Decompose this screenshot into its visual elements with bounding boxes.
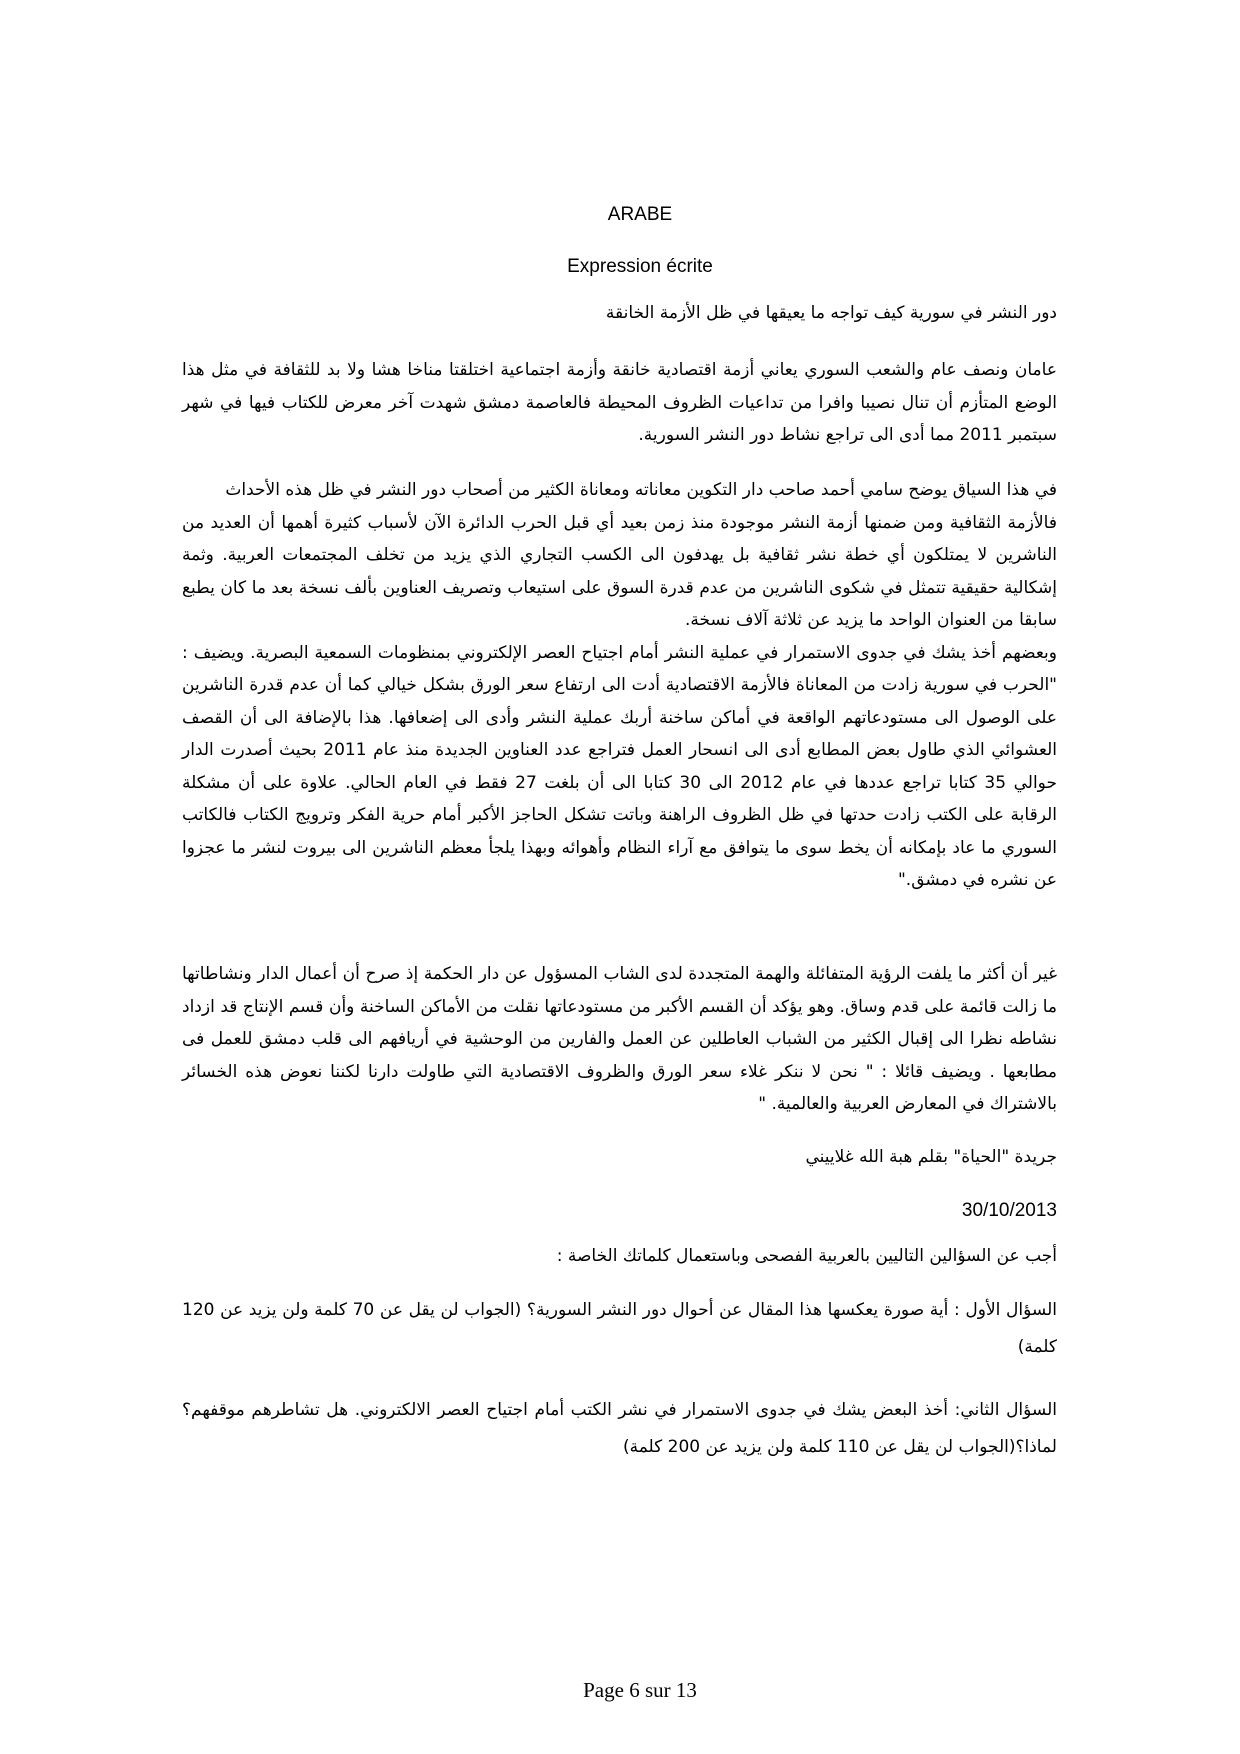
article-title: دور النشر في سورية كيف تواجه ما يعيقها في ظل الأزمة الخانقة (605, 303, 1057, 323)
questions-instruction: أجب عن السؤالين التاليين بالعربية الفصحى وباستعمال كلماتك الخاصة : (556, 1246, 1057, 1266)
article-date: 30/10/2013 (961, 1200, 1057, 1221)
page-number-label: Page 6 sur 13 (583, 1678, 697, 1702)
page-number (0, 1678, 1240, 1703)
question-2: السؤال الثاني: أخذ البعض يشك في جدوى الاستمرار في نشر الكتب أمام اجتياح العصر الالكتروني. هل تشاطرهم موقفهم؟ لماذا؟(الجواب لن يقل عن 110 كلمة ولن يزيد عن 200 كلمة) (182, 1400, 1057, 1457)
article-paragraph-3: غير أن أكثر ما يلفت الرؤية المتفائلة والهمة المتجددة لدى الشاب المسؤول عن دار الحكمة إذ صرح أن أعمال الدار ونشاطاتها ما زالت قائمة على قدم وساق. وهو يؤكد أن القسم الأكبر من مستودعاتها نقلت من الأماكن الساخنة وأن قسم الإنتاج قد ازداد نشاطه نظرا الى إقبال الكثير من الشباب العاطلين عن العمل والفارين من الوحشية في أريافهم الى قلب دمشق للعمل فى مطابعها . ويضيف قائلا : " نحن لا ننكر غلاء سعر الورق والظروف الاقتصادية التي طاولت دارنا لكننا نعوض هذه الخسائر بالاشتراك في المعارض العربية والعالمية. " (182, 964, 1057, 1114)
section-heading: Expression écrite (567, 256, 713, 277)
subject-heading: ARABE (607, 204, 673, 225)
question-1: السؤال الأول : أية صورة يعكسها هذا المقال عن أحوال دور النشر السورية؟ (الجواب لن يقل عن 70 كلمة ولن يزيد عن 120 كلمة) (182, 1300, 1057, 1357)
article-paragraph-2: في هذا السياق يوضح سامي أحمد صاحب دار التكوين معاناته ومعاناة الكثير من أصحاب دور النشر في ظل هذه الأحداث فالأزمة الثقافية ومن ضمنها أزمة النشر موجودة منذ زمن بعيد أي قبل الحرب الدائرة الآن لأسباب كثيرة أهمها أن العديد من الناشرين لا يمتلكون أي خطة نشر ثقافية بل يهدفون الى الكسب التجاري الذي يزيد من تخلف المجتمعات العربية. وثمة إشكالية حقيقية تتمثل في شكوى الناشرين من عدم قدرة السوق على استيعاب وتصريف العناوين بألف نسخة بعد ما كان يطبع سابقا من العنوان الواحد ما يزيد عن ثلاثة آلاف نسخة. وبعضهم أخذ يشك في جدوى الاستمرار في عملية النشر أمام اجتياح العصر الإلكتروني بمنظومات السمعية البصرية. ويضيف : "الحرب في سورية زادت من المعاناة فالأزمة الاقتصادية أدت الى ارتفاع سعر الورق بشكل خيالي كما أن عدم قدرة الناشرين على الوصول الى مستودعاتهم الواقعة في أماكن ساخنة أربك عملية النشر وأدى الى إضعافها. هذا بالإضافة الى أن القصف العشوائي الذي طاول بعض المطابع أدى الى انسحار العمل فتراجع عدد العناوين الجديدة منذ عام 2011 بحيث أصدرت الدار حوالي 35 كتابا تراجع عددها في عام 2012 الى 30 كتابا الى أن بلغت 27 فقط في العام الحالي. علاوة على أن مشكلة الرقابة على الكتب زادت حدتها في ظل الظروف الراهنة وباتت تشكل الحاجز الأكبر أمام حرية الفكر وترويج الكتاب فالكاتب السوري ما عاد بإمكانه أن يخط سوى ما يتوافق مع آراء النظام وأهوائه وبهذا يلجأ معظم الناشرين الى بيروت لنشر ما عجزوا عن نشره في دمشق." (182, 480, 1057, 890)
article-paragraph-1: عامان ونصف عام والشعب السوري يعاني أزمة اقتصادية خانقة وأزمة اجتماعية اختلقتا مناخا هشا ولا بد للثقافة في مثل هذا الوضع المتأزم أن تنال نصيبا وافرا من تداعيات الظروف المحيطة فالعاصمة دمشق شهدت آخر معرض للكتاب فيها في شهر سبتمبر 2011 مما أدى الى تراجع نشاط دور النشر السورية. (182, 360, 1057, 445)
article-source: جريدة "الحياة" بقلم هبة الله غلاييني (805, 1147, 1057, 1167)
